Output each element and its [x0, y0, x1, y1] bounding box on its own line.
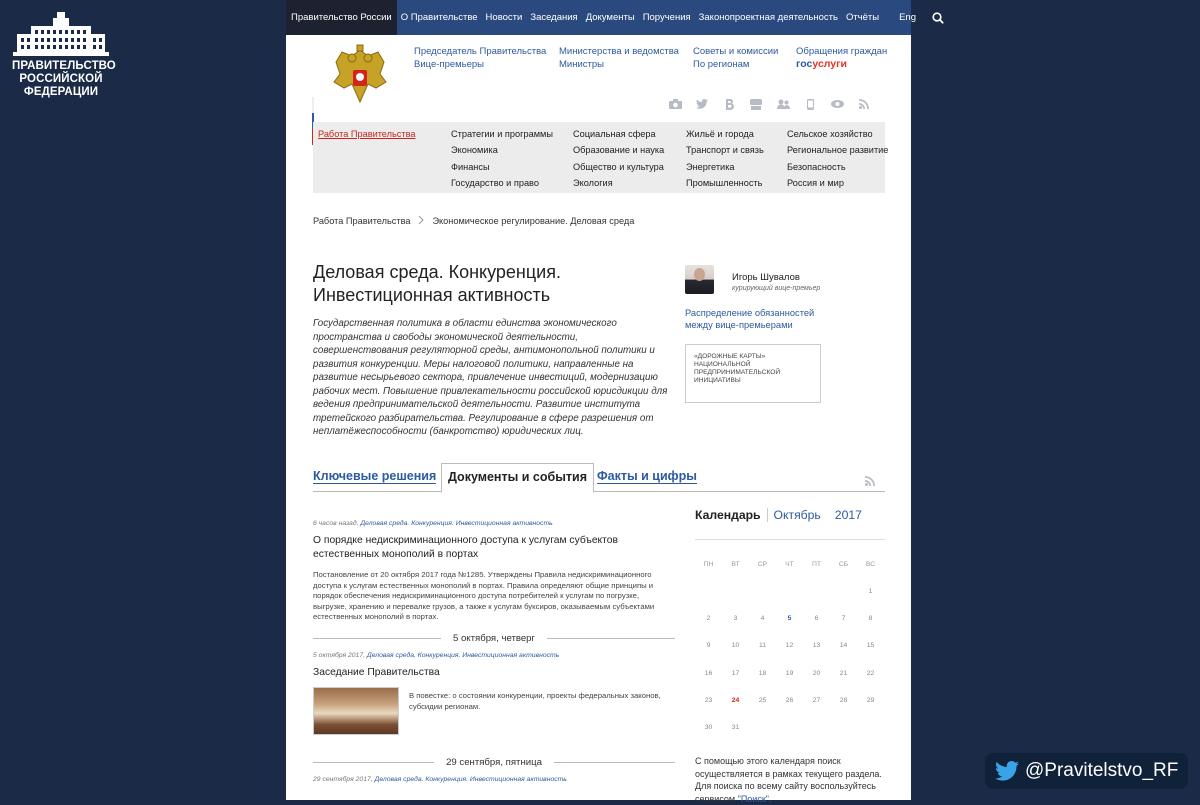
calendar-day[interactable]: 13 — [812, 642, 821, 650]
news-meta — [313, 520, 675, 527]
calendar-empty-cell — [695, 588, 722, 615]
divider-line — [547, 638, 675, 639]
calendar-month-select[interactable]: Октябрь — [773, 508, 821, 522]
calendar-day[interactable]: 12 — [785, 642, 794, 650]
government-logo[interactable] — [12, 12, 116, 99]
menu-russia-world[interactable]: Россия и мир — [787, 178, 844, 188]
date-label: 5 октября, четверг — [452, 632, 536, 644]
calendar-empty-cell — [803, 588, 830, 615]
link-regions[interactable]: По регионам — [693, 59, 750, 70]
link-citizen-appeals[interactable]: Обращения граждан — [796, 46, 888, 57]
government-building-icon — [13, 12, 109, 56]
news-time: 29 сентября 2017, — [313, 776, 373, 783]
news-time: 6 часов назад, — [313, 520, 359, 527]
menu-energy[interactable]: Энергетика — [686, 162, 735, 172]
meeting-photo[interactable] — [313, 687, 399, 735]
calendar-day[interactable]: 1 — [868, 588, 873, 595]
calendar-day[interactable]: 31 — [731, 723, 740, 731]
calendar-label: Календарь — [695, 508, 768, 522]
news-body: В повестке: о состоянии конкуренции, проекты федеральных законов, субсидии регионам. — [409, 691, 661, 711]
calendar-day[interactable]: 30 — [704, 723, 713, 731]
weekday-header: ЧТ — [785, 561, 794, 568]
search-icon[interactable] — [932, 12, 944, 24]
duties-link[interactable]: Распределение обязанностей между вице-премьерами — [685, 308, 815, 330]
calendar-empty-cell — [776, 588, 803, 615]
calendar-day[interactable]: 28 — [839, 696, 848, 704]
calendar-day[interactable]: 7 — [841, 615, 846, 623]
gosuslugi-part-2: услуги — [812, 58, 847, 70]
news-tag-link[interactable]: Деловая среда. Конкуренция. Инвестиционная активность — [374, 776, 567, 783]
menu-education[interactable]: Образование и наука — [573, 145, 665, 155]
tab-documents-events[interactable]: Документы и события — [441, 463, 594, 493]
menu-transport[interactable]: Транспорт и связь — [686, 145, 764, 155]
calendar-day[interactable]: 20 — [812, 669, 821, 677]
news-tag-link[interactable]: Деловая среда. Конкуренция. Инвестиционная активность — [360, 520, 553, 527]
nav-meetings[interactable]: Заседания — [530, 12, 578, 23]
calendar-day[interactable]: 27 — [812, 696, 821, 704]
nav-legislative-activity[interactable]: Законопроектная деятельность — [698, 12, 838, 23]
calendar-day[interactable]: 5 — [787, 615, 792, 623]
news-feed — [313, 520, 675, 783]
youtube-icon[interactable] — [749, 98, 763, 110]
breadcrumb-root[interactable]: Работа Правительства — [313, 216, 411, 226]
language-switch[interactable]: Eng — [899, 12, 916, 23]
weekday-header: СБ — [838, 561, 849, 568]
search-service-link[interactable]: "Поиск". — [737, 793, 772, 804]
header-links-col1 — [414, 45, 546, 71]
tab-facts-figures[interactable]: Факты и цифры — [597, 469, 697, 483]
menu-social[interactable]: Социальная сфера — [573, 129, 656, 139]
breadcrumb — [313, 216, 634, 226]
calendar-day[interactable]: 29 — [866, 696, 875, 704]
news-title[interactable]: Заседание Правительства — [313, 666, 440, 678]
camera-icon[interactable] — [668, 98, 682, 110]
weekday-header: ВТ — [731, 561, 740, 568]
date-label: 29 сентября, пятница — [446, 757, 542, 768]
nav-about-government[interactable]: О Правительстве — [400, 12, 478, 23]
calendar-day[interactable]: 18 — [758, 669, 767, 677]
news-body: Постановление от 20 октября 2017 года №1285. Утверждены Правила недискриминационного доступа к услугам естественных монополий в портах. Правила определяют общие принципы и порядок обеспечения недискриминационного доступа потребителей к услугам по погрузке, выгрузке, хранению и перевалке грузов, а также к услугам буксиров, оказываемым субъектами естественных монополий в портах. — [313, 570, 655, 621]
calendar-note-text: С помощью этого календаря поиск осуществляется в рамках текущего раздела. Для поиска по всему сайту воспользуйтесь сервисом — [695, 756, 882, 804]
menu-society[interactable]: Общество и культура — [573, 162, 664, 172]
logo-line-3: ФЕДЕРАЦИИ — [23, 86, 99, 98]
calendar-day[interactable]: 16 — [704, 669, 713, 677]
news-title[interactable]: О порядке недискриминационного доступа к услугам субъектов естественных монополий в портах — [313, 535, 618, 560]
date-divider — [313, 633, 675, 644]
date-divider — [313, 757, 675, 768]
news-time: 5 октября 2017, — [313, 651, 366, 659]
calendar-day[interactable]: 10 — [731, 642, 740, 650]
curator-card[interactable] — [685, 265, 821, 294]
calendar-empty-cell — [749, 588, 776, 615]
nav-news[interactable]: Новости — [485, 12, 523, 23]
menu-government-work[interactable]: Работа Правительства — [318, 129, 416, 139]
calendar-day[interactable]: 8 — [868, 615, 873, 623]
calendar-day[interactable]: 25 — [758, 696, 767, 704]
logo-line-1: ПРАВИТЕЛЬСТВО — [12, 60, 116, 72]
link-chairman[interactable]: Председатель Правительства — [414, 46, 547, 57]
calendar-header — [695, 508, 885, 535]
twitter-bird-icon — [995, 761, 1019, 781]
menu-regional[interactable]: Региональное развитие — [787, 145, 889, 155]
vk-icon[interactable] — [722, 98, 736, 110]
twitter-badge[interactable] — [985, 753, 1188, 789]
calendar-day[interactable]: 21 — [839, 669, 848, 677]
calendar-note — [695, 755, 885, 805]
link-councils[interactable]: Советы и комиссии — [693, 46, 779, 57]
calendar-day[interactable]: 22 — [866, 669, 875, 677]
calendar-day[interactable]: 26 — [785, 696, 794, 704]
section-menu — [313, 122, 889, 193]
rss-icon[interactable] — [857, 98, 871, 110]
calendar-day[interactable]: 4 — [760, 615, 765, 623]
menu-economy[interactable]: Экономика — [451, 145, 498, 155]
calendar-empty-cell — [830, 588, 857, 615]
news-tag-link[interactable]: Деловая среда. Конкуренция. Инвестиционная активность — [366, 651, 560, 659]
calendar-divider — [695, 539, 885, 540]
calendar-day[interactable]: 6 — [814, 615, 819, 623]
link-ministers[interactable]: Министры — [559, 59, 604, 70]
calendar-day[interactable]: 19 — [785, 669, 794, 677]
breadcrumb-current[interactable]: Экономическое регулирование. Деловая среда — [432, 216, 635, 226]
header-links-col3 — [693, 45, 778, 71]
calendar-grid — [695, 561, 885, 751]
calendar — [695, 508, 885, 804]
logo-line-2: РОССИЙСКОЙ — [19, 73, 103, 85]
avatar[interactable] — [685, 265, 714, 294]
gosuslugi-logo[interactable] — [796, 58, 887, 71]
tab-key-decisions[interactable]: Ключевые решения — [313, 469, 437, 483]
curator-name[interactable]: Игорь Шувалов — [732, 272, 800, 283]
menu-state-law[interactable]: Государство и право — [451, 178, 539, 188]
calendar-empty-cell — [722, 588, 749, 615]
calendar-day[interactable]: 2 — [706, 615, 711, 623]
nav-instructions[interactable]: Поручения — [642, 12, 691, 23]
content-tabs — [313, 463, 885, 492]
nav-documents[interactable]: Документы — [585, 12, 635, 23]
calendar-year-select[interactable]: 2017 — [834, 508, 862, 522]
twitter-icon[interactable] — [695, 98, 709, 110]
top-navigation — [286, 0, 916, 35]
nav-reports[interactable]: Отчёты — [845, 12, 880, 23]
weekday-header: ПН — [703, 561, 714, 568]
gosuslugi-part-1: гос — [796, 58, 813, 70]
community-icon[interactable] — [776, 98, 790, 110]
weekday-header: СР — [757, 561, 768, 568]
page-title: Деловая среда. Конкуренция. Инвестиционная активность — [313, 262, 561, 305]
nav-government-russia[interactable]: Правительство России — [286, 0, 397, 35]
calendar-day[interactable]: 23 — [704, 696, 713, 704]
news-with-thumb — [313, 687, 675, 735]
menu-agriculture[interactable]: Сельское хозяйство — [787, 129, 873, 139]
calendar-day[interactable]: 14 — [839, 642, 848, 650]
site-header — [286, 35, 911, 120]
weekday-header: ВС — [865, 561, 876, 568]
calendar-day[interactable]: 17 — [731, 669, 740, 677]
curator-role: курирующий вице-премьер — [732, 285, 821, 292]
link-ministries[interactable]: Министерства и ведомства — [559, 46, 679, 57]
menu-finance[interactable]: Финансы — [451, 162, 490, 172]
coat-of-arms-icon[interactable] — [330, 44, 390, 115]
mobile-icon[interactable] — [803, 98, 817, 110]
menu-security[interactable]: Безопасность — [787, 162, 846, 172]
twitter-handle: @Pravitelstvo_RF — [1025, 760, 1179, 781]
roadmap-banner[interactable]: «ДОРОЖНЫЕ КАРТЫ» НАЦИОНАЛЬНОЙ ПРЕДПРИНИМАТЕЛЬСКОЙ ИНИЦИАТИВЫ — [685, 344, 821, 403]
calendar-day[interactable]: 15 — [866, 642, 875, 650]
calendar-day[interactable]: 24 — [731, 696, 740, 704]
menu-industry[interactable]: Промышленность — [686, 178, 763, 188]
header-links-col2 — [559, 45, 679, 71]
divider-line — [313, 638, 441, 639]
weekday-header: ПТ — [811, 561, 822, 568]
menu-housing[interactable]: Жильё и города — [686, 129, 754, 139]
calendar-day[interactable]: 11 — [758, 642, 767, 650]
calendar-day[interactable]: 9 — [706, 642, 711, 650]
calendar-day[interactable]: 3 — [733, 615, 738, 623]
menu-strategies[interactable]: Стратегии и программы — [451, 129, 553, 139]
header-links-col4 — [796, 45, 887, 71]
menu-ecology[interactable]: Экология — [573, 178, 613, 188]
link-deputy-pm[interactable]: Вице-премьеры — [414, 59, 485, 70]
divider-line — [313, 762, 434, 763]
eye-icon[interactable] — [830, 98, 844, 110]
page-container — [286, 0, 916, 804]
social-links — [668, 98, 871, 110]
page-description: Государственная политика в области единства экономического пространства и свободы экономической деятельности, совершенствования регуляторной среды, антимонопольной политики и развития конкуренции. Меры налоговой политики, направленные на развитие несырьевого сектора, привлечение инвестиций, модернизацию рабочих мест. Повышение привлекательности российской юрисдикции для ведения предпринимательской деятельности. Развитие института третейского разбирательства. Регулирование в сфере разрешения от неплатёжеспособности (банкротство) юридических лиц. — [313, 318, 668, 437]
divider-line — [554, 762, 675, 763]
news-meta — [313, 776, 675, 783]
rss-icon[interactable] — [865, 473, 875, 491]
news-meta — [313, 652, 675, 659]
chevron-right-icon — [418, 216, 424, 226]
